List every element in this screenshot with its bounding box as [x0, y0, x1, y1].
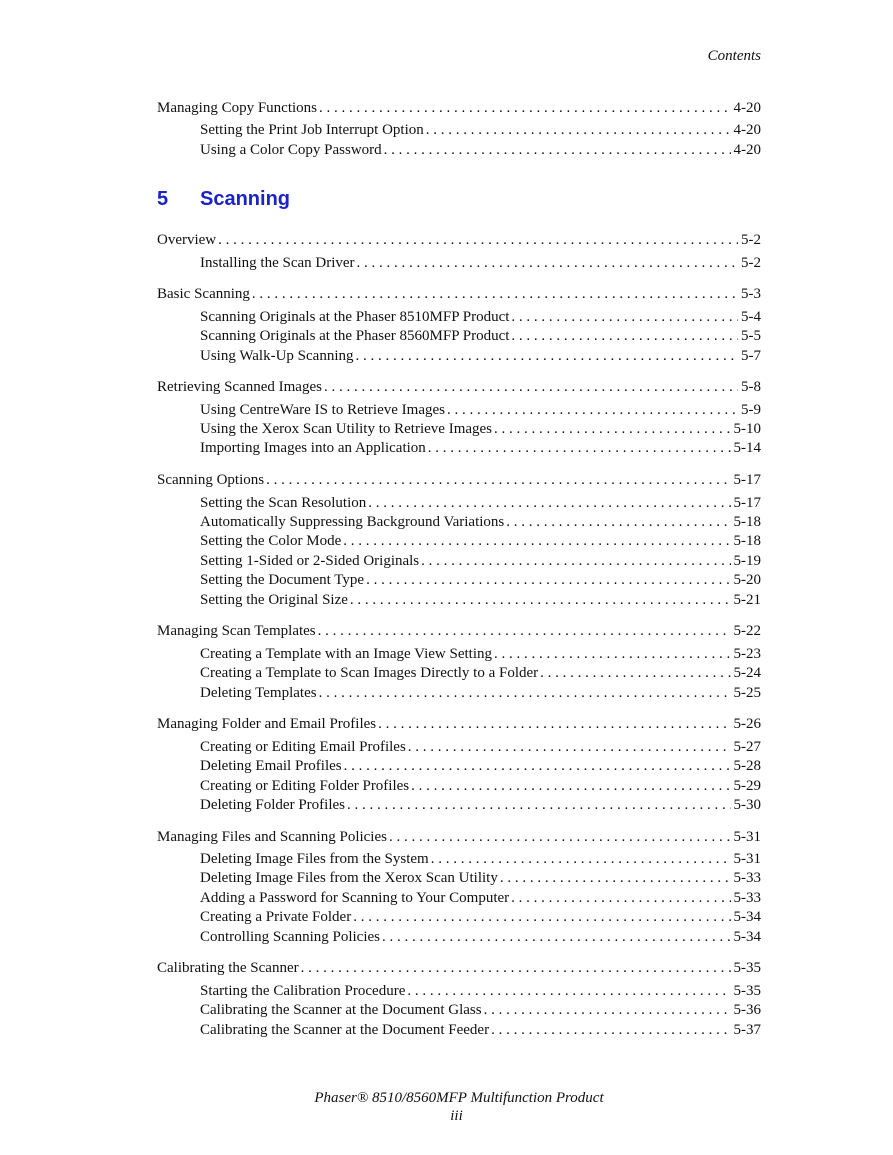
dot-leader: [411, 777, 730, 796]
toc-entry[interactable]: [157, 869, 761, 888]
toc-entry[interactable]: [157, 254, 761, 273]
toc-entry-title: Managing Scan Templates: [157, 623, 316, 640]
toc-entry-page: 5-25: [733, 684, 761, 701]
dot-leader: [511, 327, 738, 346]
dot-leader: [500, 869, 731, 888]
toc-entry-title: Calibrating the Scanner at the Document Feeder: [200, 1021, 490, 1038]
toc-section-entry[interactable]: [157, 622, 761, 641]
dot-leader: [357, 254, 738, 273]
toc-entry[interactable]: [157, 347, 761, 366]
toc-entry[interactable]: [157, 552, 761, 571]
toc-section-entry[interactable]: [157, 99, 761, 118]
toc-entry-title: Managing Files and Scanning Policies: [157, 828, 387, 845]
dot-leader: [389, 828, 731, 847]
toc-entry-title: Installing the Scan Driver: [200, 254, 355, 271]
toc-entry-page: 4-20: [733, 141, 761, 158]
toc-entry-page: 5-34: [733, 909, 761, 926]
toc-entry-title: Deleting Image Files from the System: [200, 851, 429, 868]
section-gap: [157, 366, 761, 378]
toc-entry[interactable]: [157, 684, 761, 703]
toc-entry-page: 5-8: [741, 379, 761, 396]
toc-entry[interactable]: [157, 1021, 761, 1040]
toc-entry-title: Creating or Editing Folder Profiles: [200, 777, 410, 794]
toc-entry[interactable]: [157, 308, 761, 327]
toc-entry-page: 5-14: [733, 440, 761, 457]
section-gap: [157, 947, 761, 959]
toc-entry-page: 5-2: [741, 232, 761, 249]
toc-entry[interactable]: [157, 908, 761, 927]
toc-entry[interactable]: [157, 796, 761, 815]
toc-entry-page: 5-3: [741, 286, 761, 303]
toc-entry[interactable]: [157, 494, 761, 513]
toc-entry[interactable]: [157, 591, 761, 610]
toc-entry-title: Starting the Calibration Procedure: [200, 982, 406, 999]
toc-entry-title: Basic Scanning: [157, 286, 250, 303]
toc-entry-page: 5-17: [733, 494, 761, 511]
toc-entry-title: Calibrating the Scanner at the Document Glass: [200, 1002, 482, 1019]
dot-leader: [343, 532, 730, 551]
dot-leader: [252, 285, 738, 304]
toc-entry[interactable]: [157, 757, 761, 776]
toc-entry-page: 5-17: [733, 472, 761, 489]
toc-entry[interactable]: [157, 571, 761, 590]
toc-entry-page: 5-35: [733, 960, 761, 977]
table-of-contents: [157, 99, 761, 1040]
toc-entry-title: Using CentreWare IS to Retrieve Images: [200, 401, 445, 418]
toc-entry[interactable]: [157, 928, 761, 947]
dot-leader: [421, 552, 730, 571]
toc-entry-page: 5-2: [741, 254, 761, 271]
toc-entry-page: 5-10: [733, 421, 761, 438]
dot-leader: [428, 439, 731, 458]
toc-entry-title: Managing Copy Functions: [157, 100, 317, 116]
toc-entry-page: 5-28: [733, 758, 761, 775]
toc-entry[interactable]: [157, 664, 761, 683]
dot-leader: [408, 738, 731, 757]
toc-entry-title: Importing Images into an Application: [200, 440, 426, 457]
toc-entry-page: 5-5: [741, 328, 761, 345]
toc-section-entry[interactable]: [157, 231, 761, 250]
dot-leader: [447, 401, 738, 420]
toc-entry[interactable]: [157, 645, 761, 664]
toc-entry[interactable]: [157, 327, 761, 346]
dot-leader: [384, 141, 731, 160]
toc-entry[interactable]: [157, 141, 761, 160]
dot-leader: [356, 347, 738, 366]
toc-entry-page: 5-18: [733, 514, 761, 531]
toc-entry[interactable]: [157, 738, 761, 757]
toc-entry-page: 5-22: [733, 623, 761, 640]
dot-leader: [494, 645, 730, 664]
dot-leader: [426, 121, 731, 140]
dot-leader: [368, 494, 730, 513]
dot-leader: [353, 908, 730, 927]
toc-entry-page: 5-21: [733, 591, 761, 608]
toc-section-entry[interactable]: [157, 959, 761, 978]
dot-leader: [506, 513, 730, 532]
toc-entry-title: Setting 1-Sided or 2-Sided Originals: [200, 552, 420, 569]
toc-entry-page: 5-20: [733, 572, 761, 589]
toc-entry-page: 5-35: [733, 982, 761, 999]
section-gap: [157, 459, 761, 471]
toc-entry-title: Using the Xerox Scan Utility to Retrieve Images: [200, 421, 493, 438]
toc-entry-title: Using a Color Copy Password: [200, 141, 382, 158]
toc-entry-title: Using Walk-Up Scanning: [200, 347, 354, 364]
toc-entry-page: 4-20: [733, 122, 761, 139]
toc-entry-page: 5-26: [733, 716, 761, 733]
dot-leader: [301, 959, 731, 978]
dot-leader: [350, 591, 731, 610]
toc-entry-page: 5-7: [741, 347, 761, 364]
toc-section-entry[interactable]: [157, 715, 761, 734]
toc-entry-page: 5-36: [733, 1002, 761, 1019]
toc-entry-title: Deleting Templates: [200, 684, 317, 701]
toc-entry-title: Deleting Image Files from the Xerox Scan Utility: [200, 870, 498, 887]
section-gap: [157, 815, 761, 827]
toc-section-entry[interactable]: [157, 285, 761, 304]
dot-leader: [266, 471, 730, 490]
toc-entry-page: 5-34: [733, 928, 761, 945]
toc-entry-page: 5-27: [733, 738, 761, 755]
toc-entry-title: Automatically Suppressing Background Variations: [200, 514, 505, 531]
toc-entry[interactable]: [157, 420, 761, 439]
dot-leader: [324, 378, 738, 397]
dot-leader: [407, 982, 730, 1001]
toc-entry-page: 5-18: [733, 533, 761, 550]
toc-entry-page: 5-23: [733, 645, 761, 662]
chapter-title: Scanning: [200, 187, 291, 210]
toc-entry[interactable]: [157, 121, 761, 140]
dot-leader: [366, 571, 730, 590]
chapter-number: 5: [157, 187, 169, 210]
dot-leader: [378, 715, 730, 734]
dot-leader: [511, 889, 730, 908]
dot-leader: [484, 1001, 731, 1020]
toc-entry[interactable]: [157, 850, 761, 869]
toc-entry-page: 5-4: [741, 308, 761, 325]
toc-section-entry[interactable]: [157, 828, 761, 847]
dot-leader: [218, 231, 738, 250]
toc-entry[interactable]: [157, 401, 761, 420]
toc-entry-page: 5-9: [741, 401, 761, 418]
section-gap: [157, 610, 761, 622]
toc-entry-title: Scanning Options: [157, 472, 265, 489]
dot-leader: [319, 684, 731, 703]
toc-entry-title: Adding a Password for Scanning to Your Computer: [200, 889, 510, 906]
dot-leader: [344, 757, 731, 776]
toc-sections: [157, 231, 761, 1040]
toc-entry[interactable]: [157, 982, 761, 1001]
toc-entry-title: Creating or Editing Email Profiles: [200, 738, 406, 755]
toc-entry-title: Controlling Scanning Policies: [200, 928, 380, 945]
toc-entry-title: Retrieving Scanned Images: [157, 379, 322, 396]
dot-leader: [319, 99, 731, 118]
toc-entry[interactable]: [157, 532, 761, 551]
toc-entry-title: Creating a Private Folder: [200, 909, 352, 926]
dot-leader: [540, 664, 730, 683]
toc-entry-title: Deleting Folder Profiles: [200, 796, 345, 813]
dot-leader: [491, 1021, 730, 1040]
toc-entry-title: Setting the Scan Resolution: [200, 494, 367, 511]
toc-section-entry[interactable]: [157, 378, 761, 397]
running-header: Contents: [707, 48, 761, 64]
toc-entry[interactable]: [157, 777, 761, 796]
toc-entry[interactable]: [157, 439, 761, 458]
toc-entry-page: 5-30: [733, 796, 761, 813]
chapter-heading: [157, 187, 761, 211]
section-gap: [157, 273, 761, 285]
toc-entry-title: Setting the Print Job Interrupt Option: [200, 122, 424, 139]
toc-entry-page: 4-20: [733, 100, 761, 116]
toc-section-entry[interactable]: [157, 471, 761, 490]
toc-entry[interactable]: [157, 1001, 761, 1020]
toc-entry-title: Creating a Template to Scan Images Directly to a Folder: [200, 665, 539, 682]
toc-entry-title: Managing Folder and Email Profiles: [157, 716, 377, 733]
dot-leader: [494, 420, 730, 439]
toc-entry-page: 5-37: [733, 1021, 761, 1038]
toc-entry-title: Setting the Color Mode: [200, 533, 342, 550]
footer-page-number: iii: [450, 1108, 463, 1124]
toc-entry-page: 5-24: [733, 665, 761, 682]
toc-pre-section: [157, 99, 761, 160]
footer-product-name: Phaser® 8510/8560MFP Multifunction Product: [314, 1090, 604, 1106]
dot-leader: [511, 308, 738, 327]
toc-entry[interactable]: [157, 889, 761, 908]
toc-entry-title: Scanning Originals at the Phaser 8560MFP Product: [200, 328, 510, 345]
toc-entry-title: Setting the Document Type: [200, 572, 365, 589]
toc-entry-title: Overview: [157, 232, 217, 249]
toc-entry-title: Calibrating the Scanner: [157, 960, 299, 977]
toc-entry[interactable]: [157, 513, 761, 532]
toc-entry-page: 5-33: [733, 889, 761, 906]
page-footer: [0, 1089, 893, 1125]
section-gap: [157, 703, 761, 715]
toc-entry-page: 5-29: [733, 777, 761, 794]
toc-entry-page: 5-31: [733, 828, 761, 845]
toc-entry-title: Scanning Originals at the Phaser 8510MFP Product: [200, 308, 510, 325]
dot-leader: [318, 622, 731, 641]
dot-leader: [382, 928, 731, 947]
toc-entry-page: 5-33: [733, 870, 761, 887]
toc-entry-title: Setting the Original Size: [200, 591, 348, 608]
toc-entry-title: Creating a Template with an Image View Setting: [200, 645, 493, 662]
dot-leader: [347, 796, 731, 815]
toc-entry-page: 5-31: [733, 851, 761, 868]
toc-entry-title: Deleting Email Profiles: [200, 758, 342, 775]
toc-entry-page: 5-19: [733, 552, 761, 569]
dot-leader: [431, 850, 731, 869]
